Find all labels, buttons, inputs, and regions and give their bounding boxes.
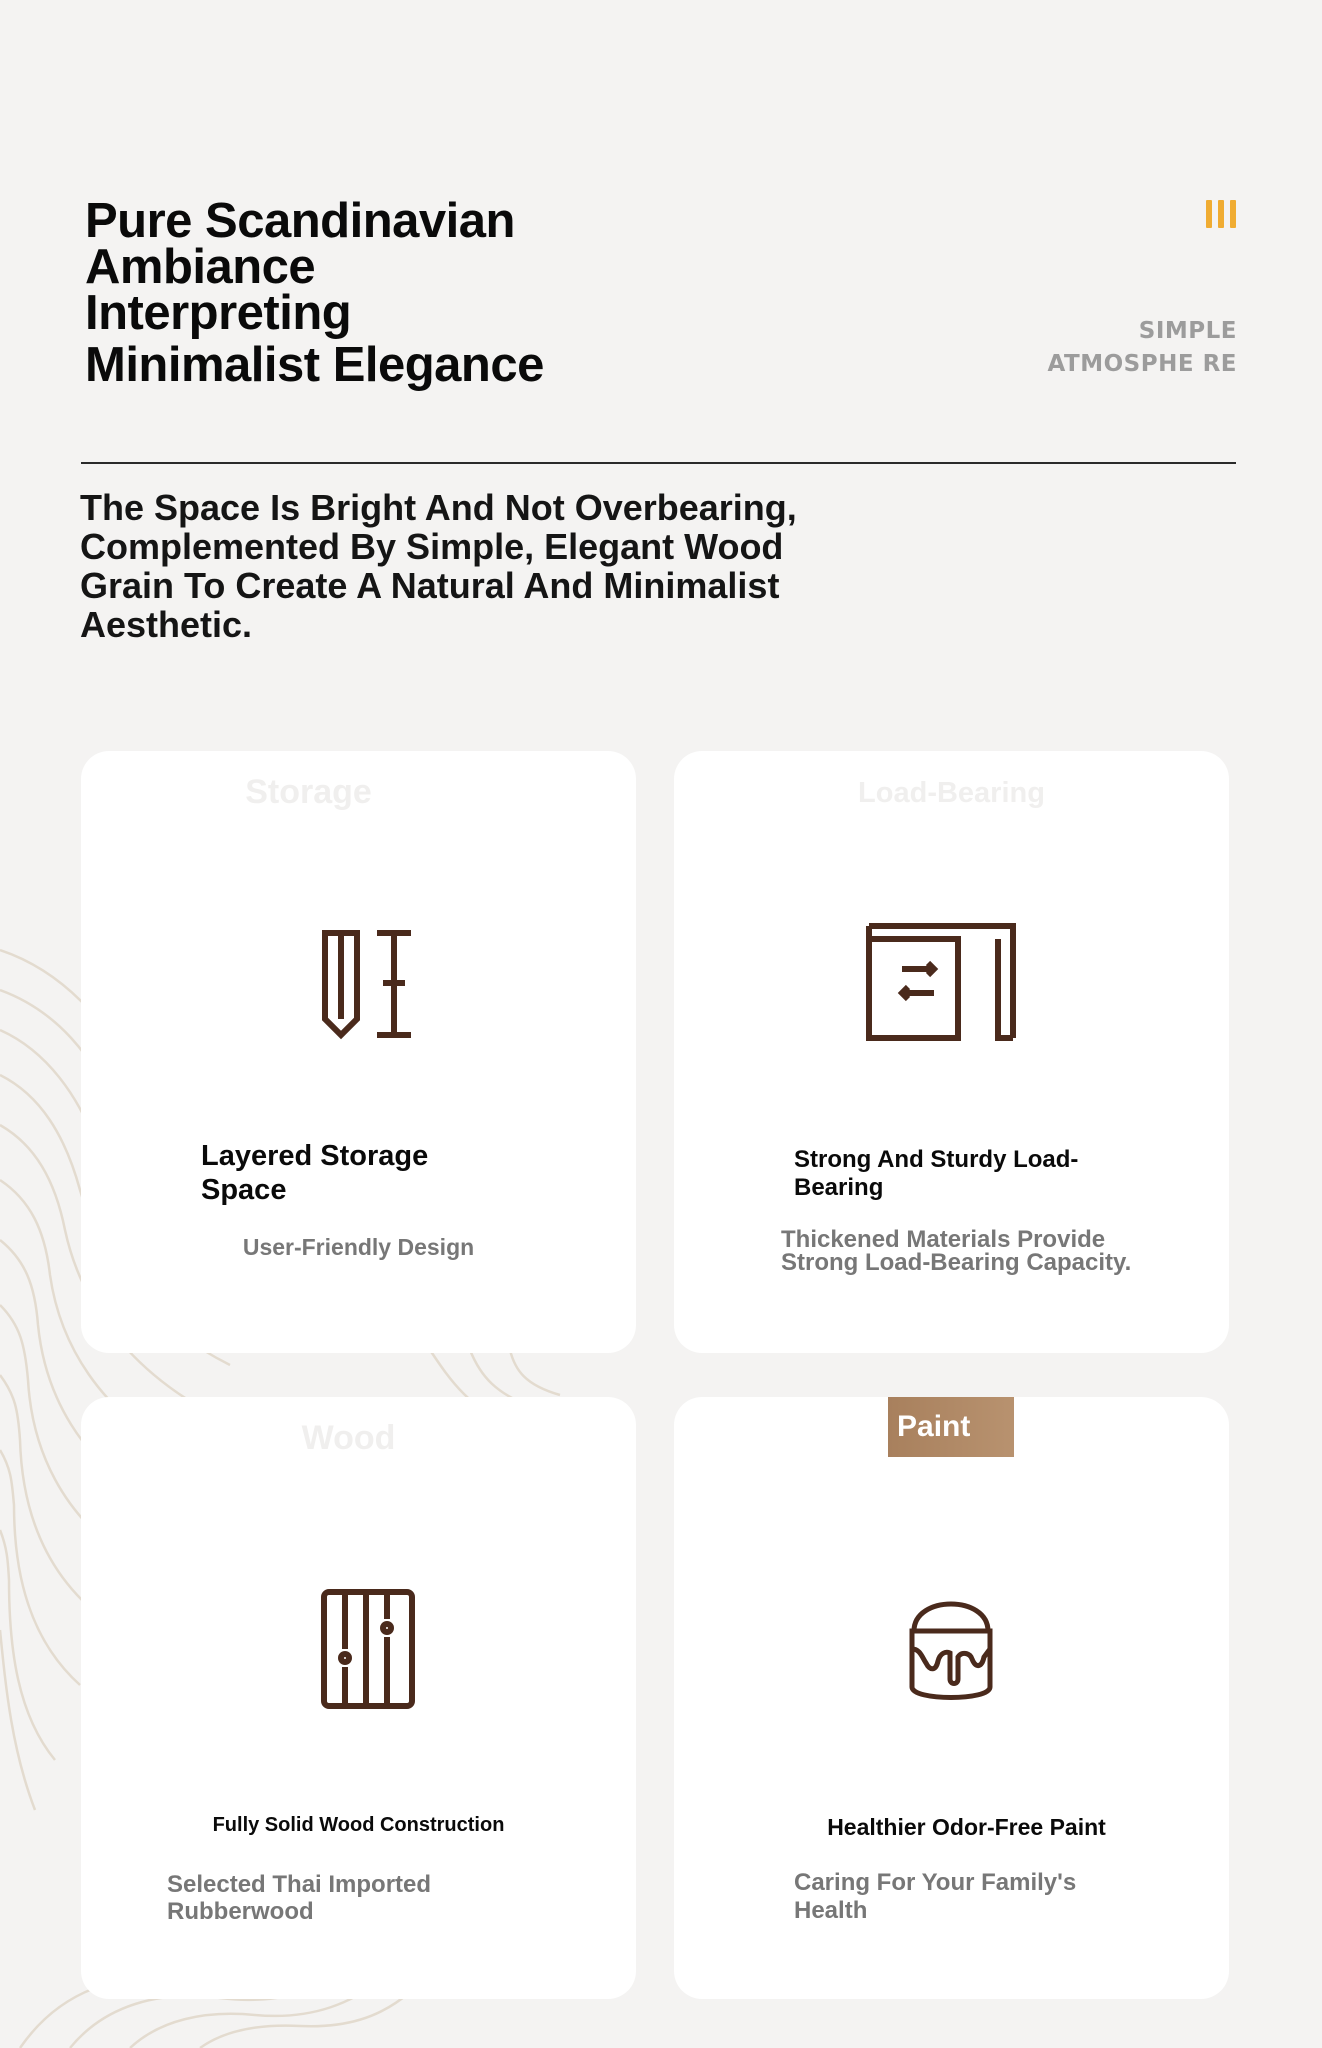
pencil-storage-icon [321,927,417,1041]
feature-heading: Healthier Odor-Free Paint [827,1814,1106,1840]
feature-subtitle: User-Friendly Design [242,1234,475,1260]
tagline [1048,315,1237,381]
title-line: Interpreting [85,286,352,340]
feature-subtitle: Selected Thai Imported Rubberwood [167,1871,432,1925]
wood-board-icon [321,1589,415,1709]
feature-subtitle: Caring For Your Family's Health [794,1869,1077,1924]
brand-bars-icon [1206,198,1240,230]
feature-heading: Layered Storage Space [201,1140,429,1206]
feature-subtitle: Thickened Materials Provide Strong Load-Bearing Capacity. [781,1226,1132,1276]
feature-tag: Wood [301,1419,396,1457]
title-line: Ambiance [85,240,316,294]
feature-tag: Paint [888,1397,1014,1457]
tagline-line: ATMOSPHE RE [1047,351,1237,377]
divider [81,462,1236,464]
feature-tag: Storage [245,773,372,811]
feature-card-storage [81,751,636,1353]
page-title [85,194,544,392]
title-line: Pure Scandinavian [85,194,515,248]
feature-card-paint [674,1397,1229,1999]
feature-card-wood [81,1397,636,1999]
feature-tag: Load-Bearing [858,777,1045,809]
title-line: Minimalist Elegance [85,338,544,392]
feature-heading: Fully Solid Wood Construction [212,1814,505,1836]
feature-heading: Strong And Sturdy Load-Bearing [794,1146,1079,1201]
tagline-line: SIMPLE [1138,318,1237,344]
desk-frame-icon [866,923,1016,1041]
feature-card-load-bearing [674,751,1229,1353]
paint-bucket-icon [906,1587,996,1705]
description: The Space Is Bright And Not Overbearing, Complemented By Simple, Elegant Wood Grain To Create A Natural And Minimalist Aesthetic. [80,487,797,645]
